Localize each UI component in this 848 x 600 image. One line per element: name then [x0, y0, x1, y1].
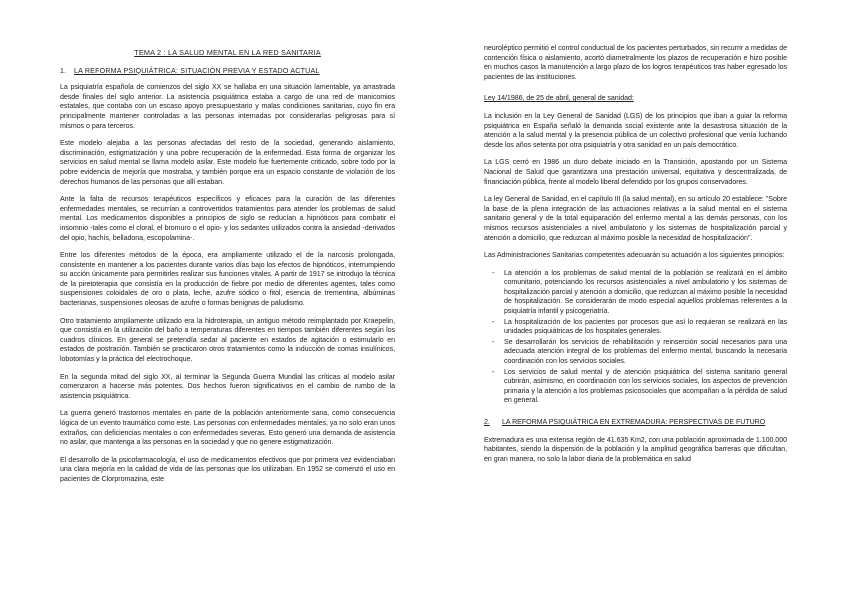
section-number: 1.: [60, 66, 67, 75]
paragraph: Este modelo alejaba a las personas afectadas del resto de la sociedad, generando aislamiento, discriminación, estigmatización y una pobre recuperación de la enfermedad. Esta forma de organizar los servicios en salud mental se llama modelo asilar. Este modelo fue fuertemente criticado, sobre todo por la pobre evidencia de mejoría que mostraba, y también porque era un espacio constante de violación de los derechos humanos de las personas que allí estaban.: [60, 139, 395, 186]
continued-paragraph: neuroléptico permitió el control conductual de los pacientes perturbados, sin recurrir a medidas de contención física o aislamiento, acortó diametralmente los plazos de recuperación e hizo posible en muchos casos la manutención a largo plazo de los logros terapéuticos tras haber egresado los pacientes de las instituciones.: [484, 44, 788, 81]
paragraph: El desarrollo de la psicofarmacología, el uso de medicamentos efectivos que por primera vez evidenciaban una clara mejoría en la calidad de vida de las personas que los utilizaban. En 1952 se comenzó el uso en pacientes de Clorpromazina, este: [60, 455, 395, 483]
section-title: LA REFORMA PSIQUIÁTRICA: SITUACIÓN PREVIA Y ESTADO ACTUAL: [74, 66, 320, 75]
list-item: - La hospitalización de los pacientes por procesos que así lo requieran se realizará en las unidades psiquiátricas de los hospitales generales.: [504, 318, 787, 337]
paragraph: La LGS cerró en 1986 un duro debate iniciado en la Transición, apostando por un Sistema Nacional de Salud que garantizara una prestación universal, equitativa y descentralizada, de financiación pública, frente al modelo liberal defendido por los grupos conservadores.: [484, 158, 787, 186]
section-1-heading: [60, 67, 395, 77]
paragraph: La ley General de Sanidad, en el capítulo III (la salud mental), en su artículo 20 establece: "Sobre la base de la plena integración de las actuaciones relativas a la salud mental en el sistema sanitario general y de la total equiparación del enfermo mental a las demás personas, con los mismos recursos asistenciales a nivel ambulatorio y los sistemas de hospitalización parcial y atención a domicilio, que reduzcan al máximo posible la necesidad de hospitalización".: [484, 195, 787, 242]
paragraph: La guerra generó trastornos mentales en parte de la población anteriormente sana, como consecuencia lógica de un evento traumático como este. Las personas con enfermedades mentales, ya no solo eran unos extraños, con deficiencias mentales o con enfermedades severas. Esto generó una demanda de asistencia no asilar, que mantenga a las personas en la sociedad y que no genere estigmatización.: [60, 409, 395, 447]
paragraph: Ante la falta de recursos terapéuticos específicos y eficaces para la curación de las diferentes enfermedades mentales, se recurrían a controvertidos tratamientos para atender los problemas de salud mental. Los medicamentos disponibles a principios de siglo se reducían a hipnóticos para combatir el insomnio -tales como el cloral, el bromuro o el opio- y los sedantes utilizados contra la ansiedad -derivados del opio, hachís, belladona, escopolamina-.: [60, 195, 395, 242]
paragraph: En la segunda mitad del siglo XX, al terminar la Segunda Guerra Mundial las críticas al modelo asilar comenzaron a hacerse más potentes. Dos hechos fueron significativos en el cambio de rumbo de la asistencia psiquiátrica.: [60, 372, 395, 400]
section-2-heading: [484, 418, 787, 428]
section-title: LA REFORMA PSIQUIÁTRICA EN EXTREMADURA: PERSPECTIVAS DE FUTURO: [502, 418, 766, 426]
document-title: TEMA 2 : LA SALUD MENTAL EN LA RED SANITARIA: [134, 48, 321, 57]
list-item: - Los servicios de salud mental y de atención psiquiátrica del sistema sanitario general cubrirán, asimismo, en coordinación con los servicios sociales, los aspectos de prevención primaria y la atención a los problemas psicosociales que acompañan a la pérdida de salud en general.: [504, 368, 787, 406]
paragraph: Entre los diferentes métodos de la época, era ampliamente utilizado el de la narcosis prolongada, consistente en mantener a los pacientes durante varios días bajo los efectos de hipnóticos, interrumpiendo su acción únicamente para permitirles realizar sus funciones vitales. A partir de 1917 se introdujo la técnica de la piretoterapia que consistía en la producción de fiebre por medio de diferentes agentes, tales como suspensiones coloidales de oro o plata, leche, azufre sódico o fitol, esencia de trementina, albúminas bacterianas, suspensiones oleosas de azufre o formas benignas de paludismo.: [60, 251, 395, 308]
paragraph: La psiquiatría española de comienzos del siglo XX se hallaba en una situación lamentable, ya arrastrada desde finales del siglo anterior. La asistencia psiquiátrica estaba a cargo de una red de manicomios estatales, que contaba con un escaso apoyo presupuestario y malas condiciones sanitarias, cuyo fin era principalmente mantener controladas a las personas internadas por considerarlas peligrosas para sí mismos o para terceros.: [60, 83, 395, 130]
paragraph: Otro tratamiento ampliamente utilizado era la hidroterapia, un antiguo método reimplantado por Kraepelin, que consistía en la utilización del baño a temperaturas diferentes en tiempos también diferentes según los cuadros clínicos. En general se pretendía sedar al paciente en estados de agitación o estimularlo en estados de postración. También se practicaron otros tratamientos como la inducción de comas insulínicos, lobotomías y la práctica del electrochoque.: [60, 316, 395, 364]
paragraph: La inclusión en la Ley General de Sanidad (LGS) de los principios que iban a guiar la reforma psiquiátrica en España señaló la demanda social existente ante la desastrosa situación de la atención a la salud mental y la presencia pública de un colectivo profesional que venía luchando desde los años setenta por otra psiquiatría y otra sanidad en un país democrático.: [484, 111, 787, 149]
law-heading: Ley 14/1986, de 25 de abril, general de sanidad:: [484, 94, 634, 103]
section-number: 2.: [484, 418, 490, 426]
list-item: - Se desarrollarán los servicios de rehabilitación y reinserción social necesarios para una adecuada atención integral de los problemas del enfermo mental, buscando la necesaria coordinación con los servicios sociales.: [504, 338, 787, 367]
list-item: - La atención a los problemas de salud mental de la población se realizará en el ámbito comunitario, potenciando los recursos asistenciales a nivel ambulatorio y los sistemas de hospitalización parcial y atención a domicilio, que reduzcan al máximo posible la necesidad de hospitalización. Se considerarán de modo especial aquellos problemas referentes a la psiquiatría infantil y psicogeriatría.: [504, 269, 787, 317]
principles-list: [484, 269, 787, 406]
right-column: [484, 44, 787, 472]
paragraph: Las Administraciones Sanitarias competentes adecuarán su actuación a los siguientes principios:: [484, 251, 785, 260]
paragraph: Extremadura es una extensa región de 41.635 Km2, con una población aproximada de 1.100.000 habitantes, siendo la dispersión de la población y la amplitud geográfica barreras que dificultan, en gran manera, no solo la labor diaria de la problemática en salud: [484, 435, 787, 463]
left-column: [60, 48, 395, 493]
